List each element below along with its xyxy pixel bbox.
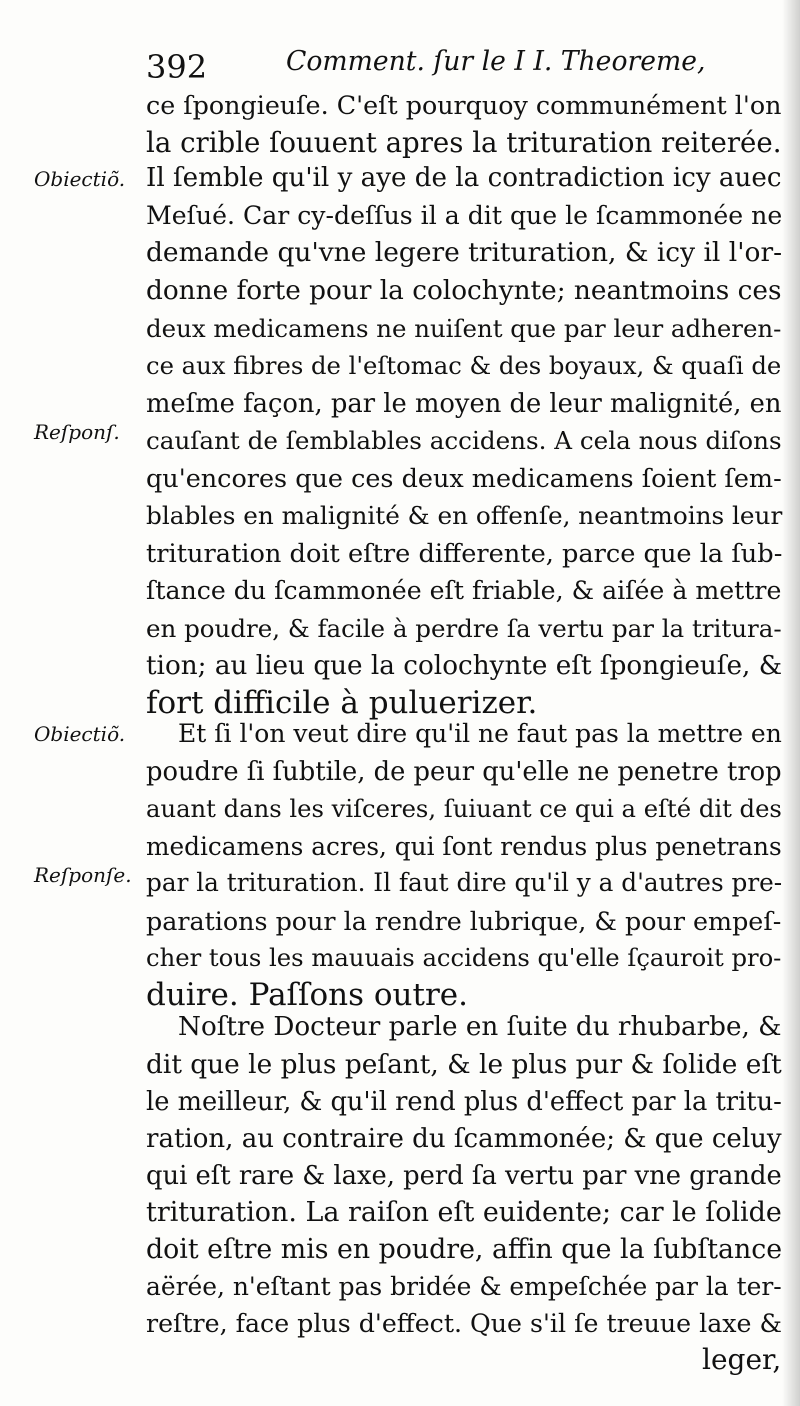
text-line: blables en malignité & en offenſe, neantmoins leur (146, 501, 783, 530)
text-line: ration, au contraire du ſcammonée; & que celuy (146, 1124, 782, 1154)
text-line: duire. Paſſons outre. (146, 977, 468, 1013)
text-line: donne forte pour la colochynte; neantmoins ces (146, 276, 782, 306)
text-line: cher tous les mauuais accidens qu'elle ſçauroit pro- (146, 943, 782, 972)
margin-note-response: Reſponſe. (34, 863, 132, 887)
page-edge-shadow (782, 0, 800, 1406)
text-line: poudre ſi ſubtile, de peur qu'elle ne penetre trop (146, 757, 782, 787)
text-line: le meilleur, & qu'il rend plus d'effect par la tritu- (146, 1087, 782, 1117)
text-line: Meſué. Car cy-deſſus il a dit que le ſcammonée ne (146, 201, 783, 230)
text-line: dit que le plus peſant, & le plus pur & ſolide eſt (146, 1050, 782, 1080)
text-line: Et ſi l'on veut dire qu'il ne faut pas la mettre en (178, 719, 782, 748)
page-number: 392 (146, 48, 208, 86)
text-line: ce aux fibres de l'eſtomac & des boyaux, & quaſi de (146, 351, 782, 380)
text-line: ce ſpongieuſe. C'eſt pourquoy communément l'on (146, 90, 782, 120)
text-line: aërée, n'eſtant pas bridée & empeſchée par la ter- (146, 1272, 782, 1301)
text-line: trituration. La raiſon eſt euidente; car le ſolide (146, 1197, 782, 1228)
text-line: medicamens acres, qui ſont rendus plus penetrans (146, 832, 782, 861)
text-line: auant dans les viſceres, ſuiuant ce qui a eſté dit des (146, 794, 782, 823)
text-line: fort difficile à puluerizer. (146, 685, 538, 721)
text-line: meſme façon, par le moyen de leur malignité, en (146, 389, 782, 419)
text-line: qui eſt rare & laxe, perd ſa vertu par vne grande (146, 1161, 782, 1191)
text-line: trituration doit eſtre differente, parce que la ſub- (146, 539, 783, 569)
text-line: tion; au lieu que la colochynte eſt ſpongieuſe, & (146, 651, 783, 681)
text-line: demande qu'vne legere trituration, & icy il l'or- (146, 237, 783, 268)
text-line: en poudre, & facile à perdre ſa vertu par la tritura- (146, 614, 782, 643)
text-line: parations pour la rendre lubrique, & pour empeſ- (146, 906, 782, 936)
margin-note-objection: Obiectiõ. (34, 167, 126, 191)
text-line: ſtance du ſcammonée eſt friable, & aiſée à mettre (146, 576, 782, 605)
text-line: la crible ſouuent apres la trituration reiterée. (146, 126, 782, 159)
catchword: leger, (702, 1343, 782, 1376)
running-title: Comment. ſur le I I. Theoreme, (286, 46, 706, 77)
text-line: Noſtre Docteur parle en ſuite du rhubarbe, & (178, 1012, 782, 1042)
text-line: qu'encores que ces deux medicamens ſoient ſem- (146, 464, 782, 494)
page-header (146, 42, 706, 90)
text-line: deux medicamens ne nuiſent que par leur adheren- (146, 314, 782, 343)
margin-note-objection: Obiectiõ. (34, 722, 126, 746)
text-line: par la trituration. Il faut dire qu'il y a d'autres pre- (146, 868, 783, 897)
text-line: Il ſemble qu'il y aye de la contradiction icy auec (146, 163, 782, 193)
text-line: reſtre, face plus d'effect. Que s'il ſe treuue laxe & (146, 1309, 783, 1338)
text-line: doit eſtre mis en poudre, affin que la ſubſtance (146, 1234, 783, 1265)
text-line: cauſant de ſemblables accidens. A cela nous diſons (146, 426, 782, 455)
margin-note-response: Reſponſ. (34, 420, 120, 444)
